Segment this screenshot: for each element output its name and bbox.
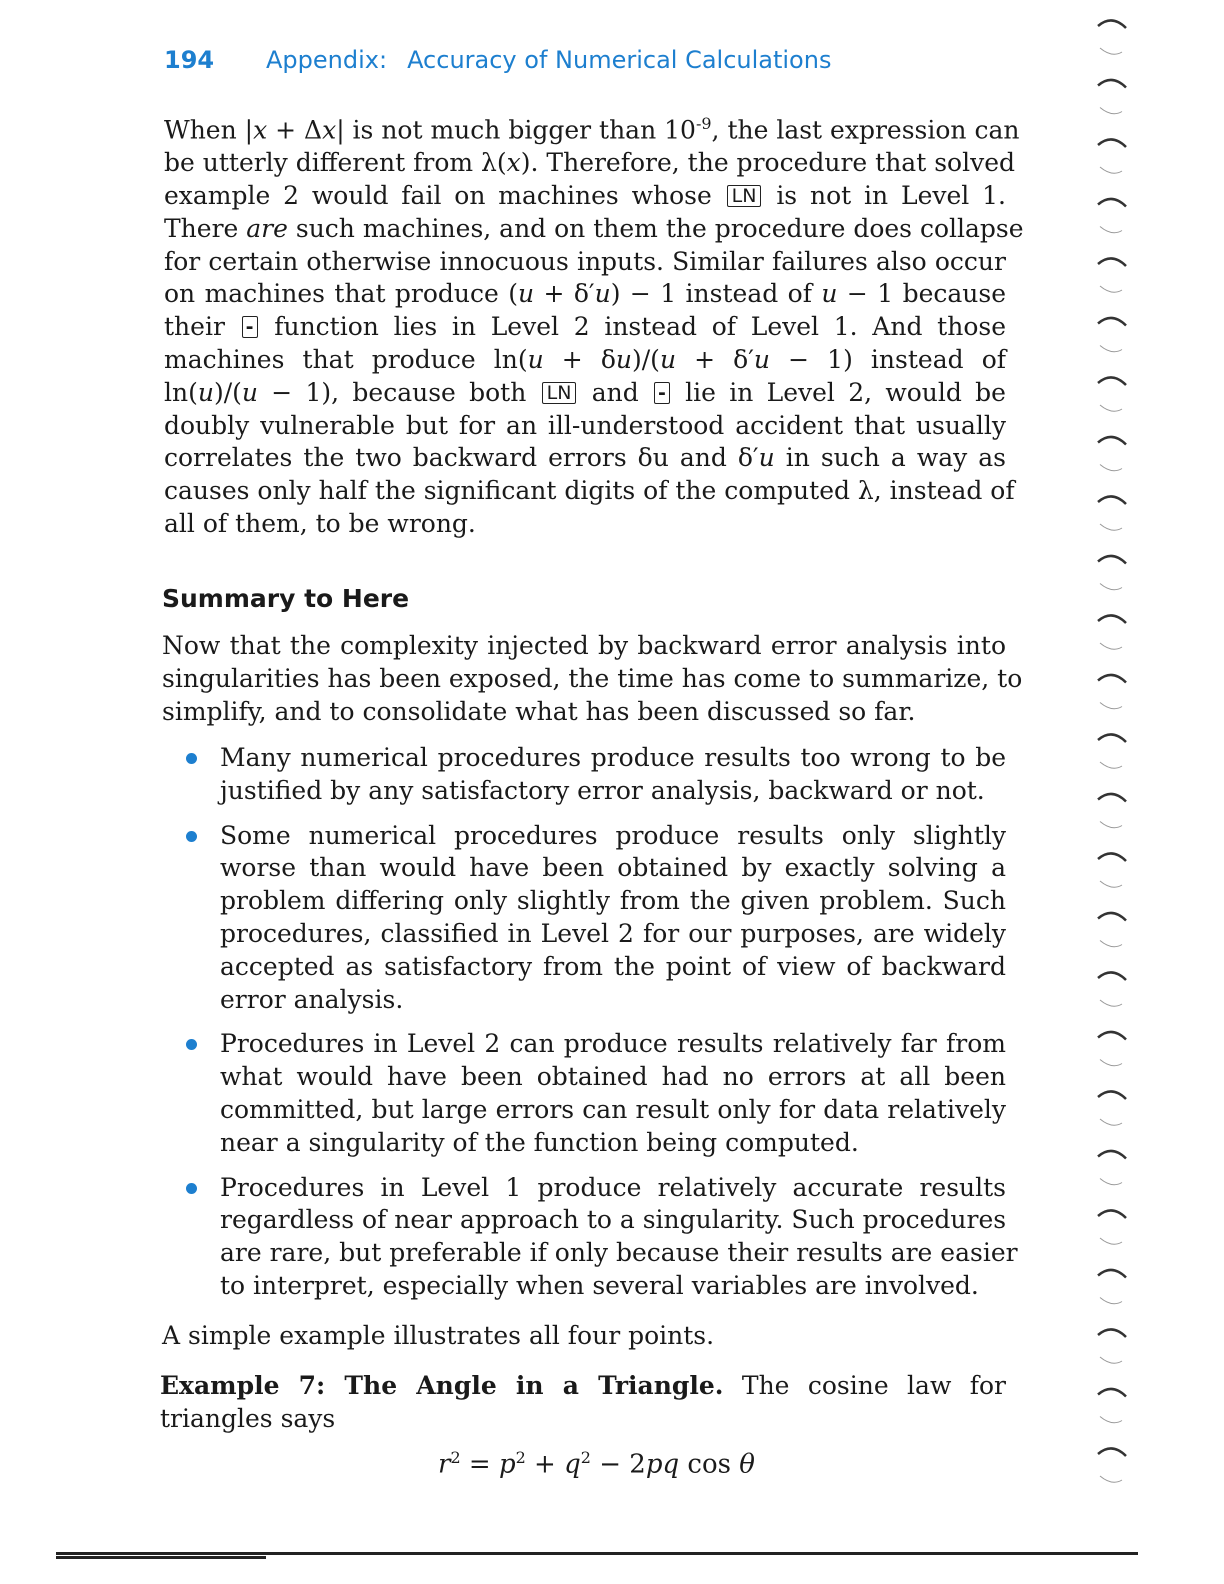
binding-ring [1098, 1091, 1126, 1099]
binding-ring-shadow [1100, 1179, 1122, 1185]
minus-key-icon: - [654, 382, 670, 404]
cosine-law-equation: $r^2 = p^2 + q^2 - 2pq$ cos θ [438, 1448, 755, 1480]
text-line: for certain otherwise innocuous inputs. Similar failures also occur [164, 246, 1006, 276]
bottom-rule [56, 1552, 1138, 1555]
binding-ring [1098, 615, 1126, 623]
binding-ring-shadow [1100, 108, 1122, 114]
paragraph-2 [162, 630, 1023, 728]
text-line: their - function lies in Level 2 instead of Level 1. And those [164, 312, 1006, 342]
ln-key-icon: LN [542, 382, 577, 404]
binding-ring-shadow [1100, 1417, 1122, 1423]
binding-ring-shadow [1100, 524, 1122, 530]
binding-ring-shadow [1100, 1298, 1122, 1304]
binding-ring-shadow [1100, 881, 1122, 887]
binding-ring-shadow [1100, 643, 1122, 649]
binding-ring-shadow [1100, 1357, 1122, 1363]
binding-ring-shadow [1100, 346, 1122, 352]
text-line: singularities has been exposed, the time has come to summarize, to [162, 663, 1023, 693]
bullet-dot-icon [186, 753, 197, 764]
binding-ring [1098, 318, 1126, 326]
binding-ring-shadow [1100, 167, 1122, 173]
ln-key-icon: LN [727, 185, 762, 207]
binding-ring-shadow [1100, 1000, 1122, 1006]
binding-ring-shadow [1100, 405, 1122, 411]
binding-ring [1098, 80, 1126, 88]
binding-ring [1098, 1151, 1126, 1159]
bullet-item: Procedures in Level 1 produce relatively accurate results regardless of near approach to a singularity. Such procedures are rare, but preferable if only because their results are easier to interpret, especially when several variables are involved. [186, 1172, 1006, 1303]
text-line: example 2 would fail on machines whose LN is not in Level 1. [164, 180, 1006, 210]
binding-ring [1098, 437, 1126, 445]
binding-ring [1098, 675, 1126, 683]
binding-ring-shadow [1100, 703, 1122, 709]
bullet-list [186, 742, 1018, 1303]
text-line: When |x + Δx| is not much bigger than $10^{-9}$, the last expression can [164, 114, 1020, 145]
binding-ring [1098, 1032, 1126, 1040]
binding-ring-shadow [1100, 822, 1122, 828]
bottom-rule-accent [56, 1556, 266, 1559]
binding-ring [1098, 1329, 1126, 1337]
binding-ring-shadow [1100, 941, 1122, 947]
binding-ring-shadow [1100, 1238, 1122, 1244]
binding-ring [1098, 794, 1126, 802]
bullet-dot-icon [186, 1039, 197, 1050]
bullet-dot-icon [186, 1183, 197, 1194]
binding-ring-shadow [1100, 48, 1122, 54]
binding-ring [1098, 734, 1126, 742]
text-line: There are such machines, and on them the procedure does collapse [164, 213, 1024, 243]
binding-ring [1098, 913, 1126, 921]
binding-ring [1098, 556, 1126, 564]
binding-ring-shadow [1100, 762, 1122, 768]
binding-ring-shadow [1100, 465, 1122, 471]
text-line: on machines that produce (u + δ′u) − 1 instead of u − 1 because [164, 279, 1007, 309]
binding-ring-shadow [1100, 1119, 1122, 1125]
binding-ring [1098, 496, 1126, 504]
minus-key-icon: - [242, 316, 258, 338]
binding-ring-shadow [1100, 227, 1122, 233]
spiral-binding-icon [1086, 10, 1146, 1530]
bullet-item: Some numerical procedures produce results only slightly worse than would have been obtained by exactly solving a problem differing only slightly from the given problem. Such procedures, classified in Level 2 for our purposes, are widely accepted as satisfactory from the point of view of backward error analysis. [186, 820, 1006, 1017]
bullet-item: Procedures in Level 2 can produce results relatively far from what would have been obtained had no errors at all been committed, but large errors can result only for data relatively near a singularity of the function being computed. [186, 1028, 1006, 1159]
binding-ring [1098, 853, 1126, 861]
binding-ring [1098, 1270, 1126, 1278]
binding-ring [1098, 1389, 1126, 1397]
binding-ring-shadow [1100, 286, 1122, 292]
binding-ring-shadow [1100, 1060, 1122, 1066]
section-heading: Summary to Here [162, 584, 410, 613]
header-section: Appendix: [266, 46, 388, 74]
binding-ring [1098, 139, 1126, 147]
text-line: doubly vulnerable but for an ill-understood accident that usually [164, 410, 1006, 440]
page-number: 194 [164, 46, 215, 74]
text-line: Now that the complexity injected by backward error analysis into [162, 631, 1006, 660]
bullet-item: Many numerical procedures produce results too wrong to be justified by any satisfactory error analysis, backward or not. [186, 742, 1006, 808]
text-line: causes only half the significant digits of the computed λ, instead of [164, 476, 1015, 506]
running-header [164, 46, 831, 74]
example-label: Example 7: The Angle in a Triangle. [160, 1371, 724, 1400]
binding-ring [1098, 199, 1126, 207]
binding-ring [1098, 20, 1126, 28]
header-title: Accuracy of Numerical Calculations [407, 46, 832, 74]
paragraph-3: A simple example illustrates all four points. [162, 1321, 715, 1350]
binding-ring [1098, 1210, 1126, 1218]
binding-ring-shadow [1100, 1476, 1122, 1482]
paragraph-1 [164, 108, 1024, 541]
binding-ring [1098, 377, 1126, 385]
text-line: be utterly different from λ(x). Therefore, the procedure that solved [164, 148, 1016, 178]
text-line: machines that produce ln(u + δu)/(u + δ′u − 1) instead of [164, 344, 1006, 374]
binding-ring [1098, 972, 1126, 980]
text-line: ln(u)/(u − 1), because both LN and - lie in Level 2, would be [164, 377, 1006, 407]
example-paragraph: Example 7: The Angle in a Triangle. The cosine law for triangles says [160, 1371, 1006, 1433]
binding-ring [1098, 1448, 1126, 1456]
text-line: simplify, and to consolidate what has been discussed so far. [162, 696, 916, 726]
binding-ring-shadow [1100, 584, 1122, 590]
binding-ring [1098, 258, 1126, 266]
text-line: all of them, to be wrong. [164, 508, 476, 538]
text-line: correlates the two backward errors δu and δ′u in such a way as [164, 443, 1006, 473]
bullet-dot-icon [186, 831, 197, 842]
